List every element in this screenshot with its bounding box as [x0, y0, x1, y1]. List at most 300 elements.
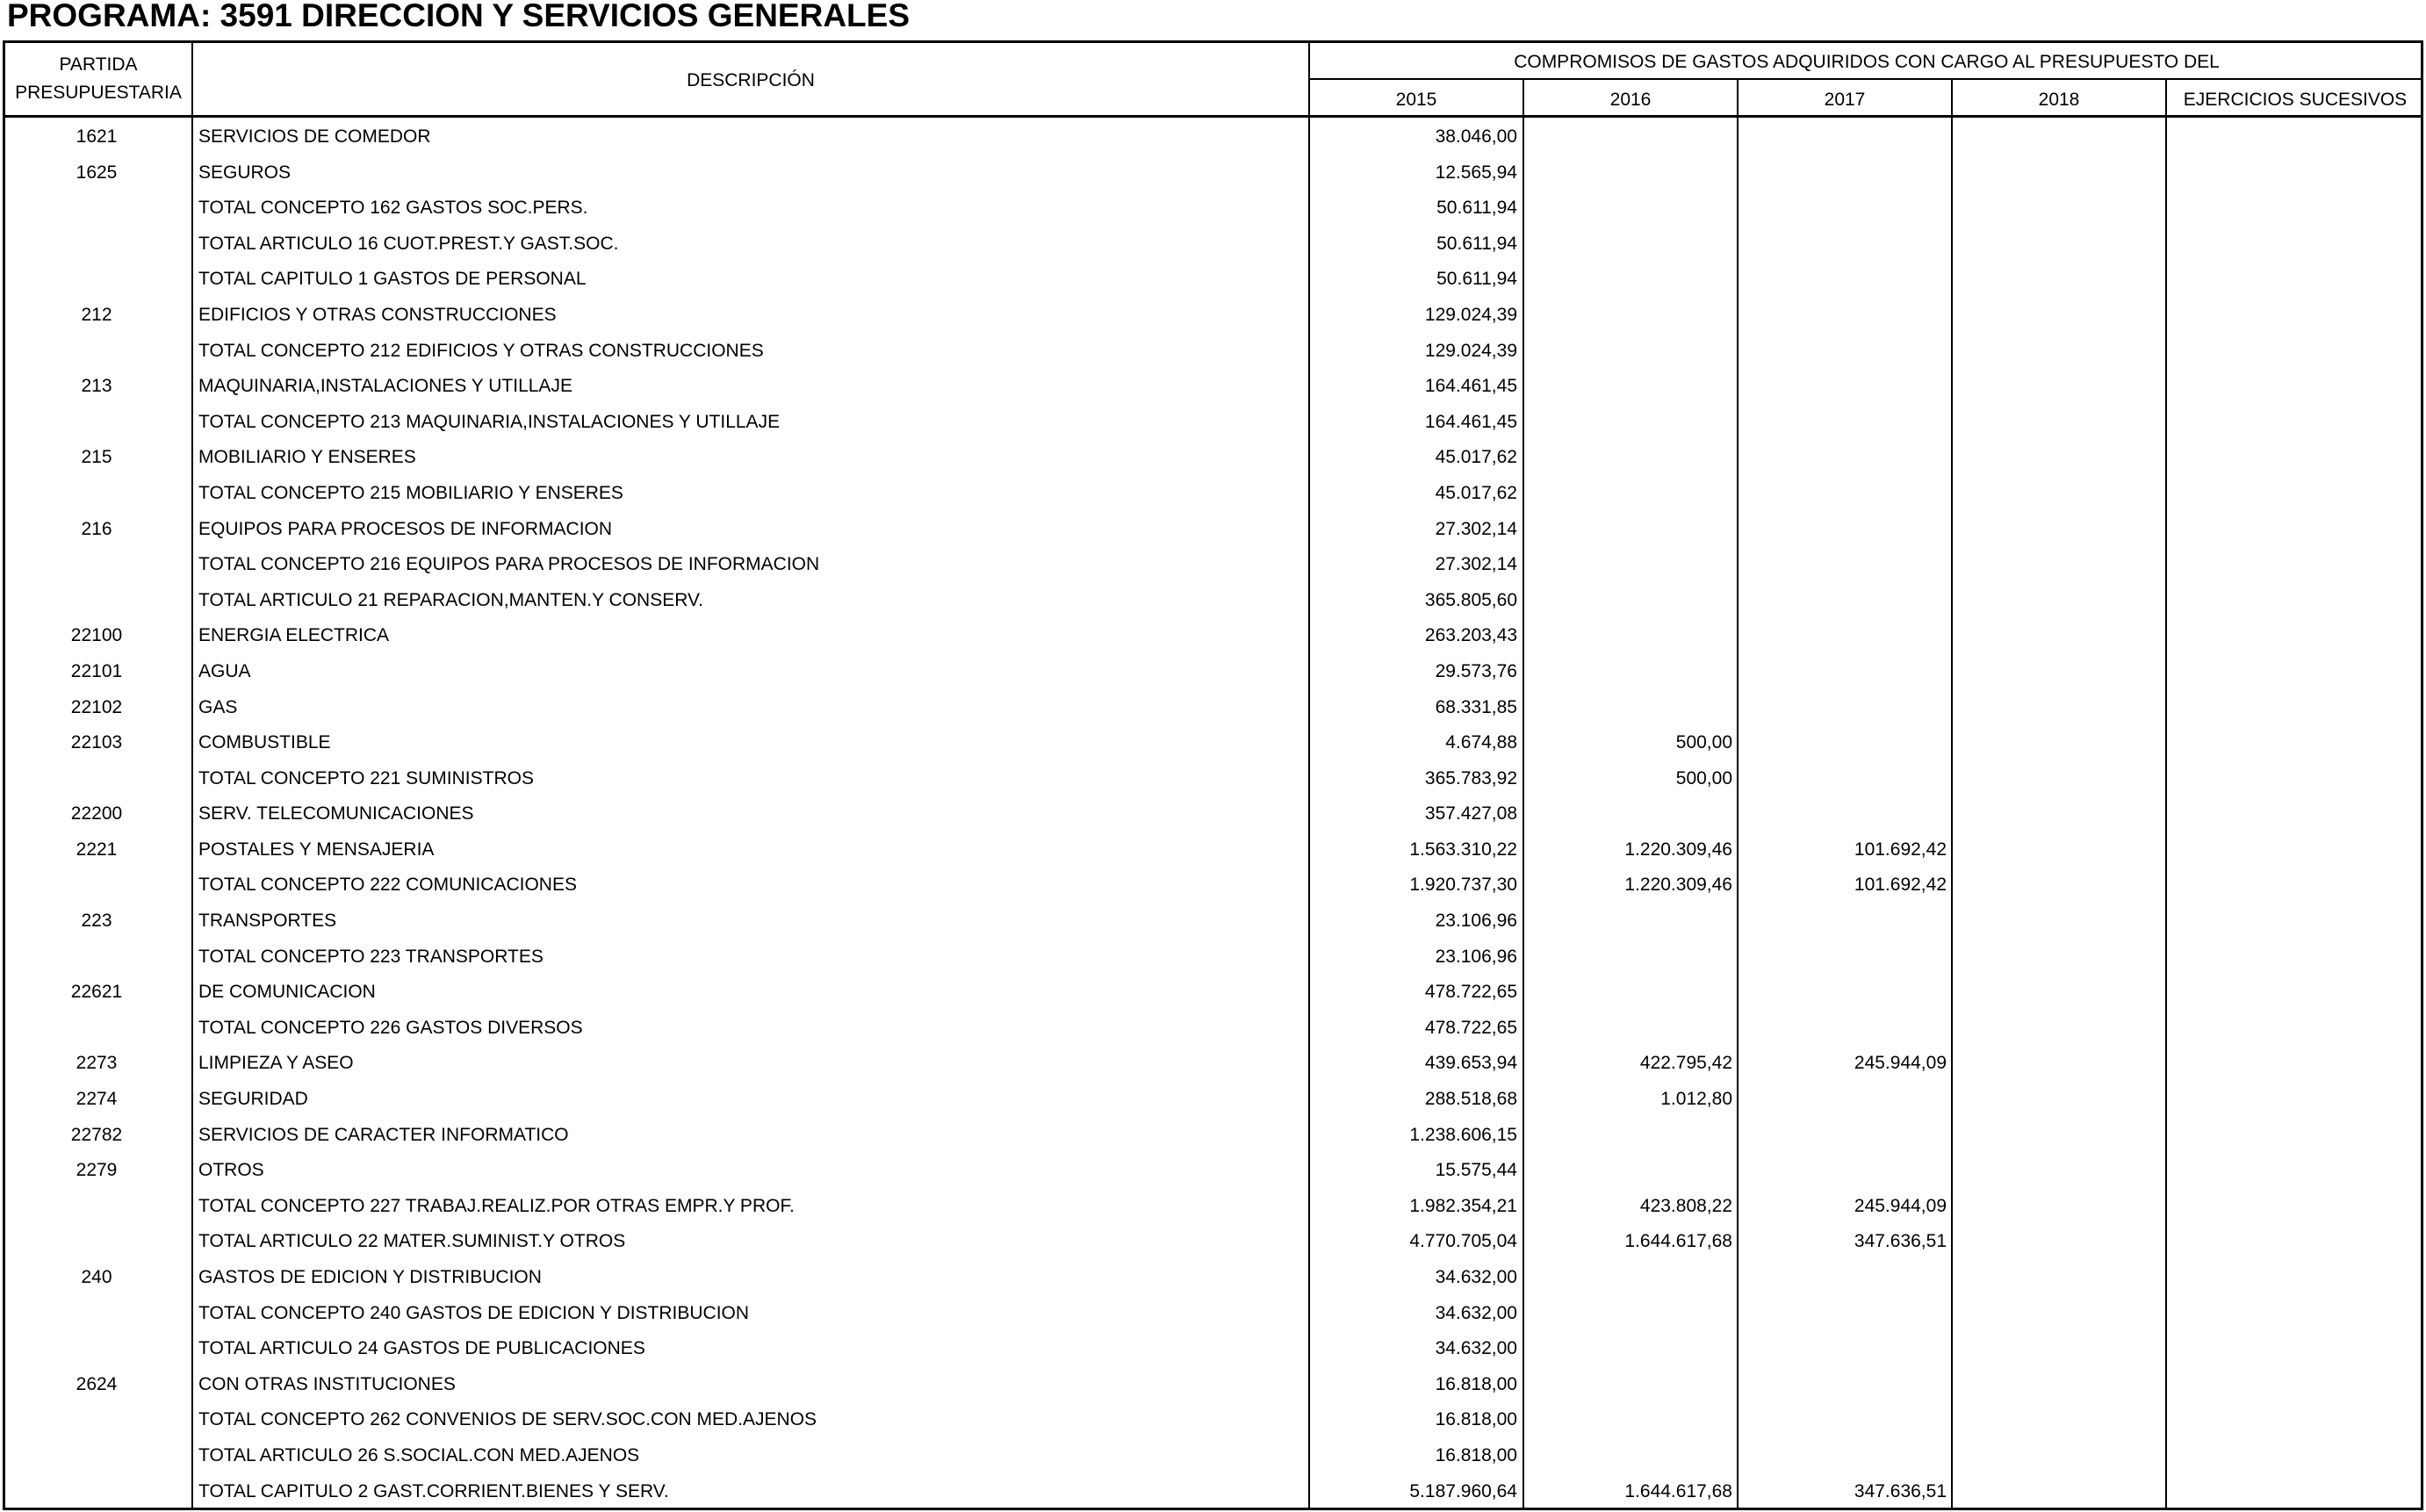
amount-2016 [1528, 1367, 1732, 1403]
table-row [0, 796, 2426, 832]
amount-2016 [1528, 547, 1732, 583]
table-row [0, 1296, 2426, 1332]
amount-2017 [1742, 761, 1947, 797]
amount-sucesivos [2170, 868, 2416, 904]
amount-2015: 1.920.737,30 [1409, 875, 1517, 896]
amount-2016 [1528, 618, 1732, 654]
partida-code: 22101 [70, 660, 123, 681]
amount-2016 [1528, 940, 1732, 976]
table-row [0, 725, 2426, 761]
table-row [0, 868, 2426, 904]
amount-2015: 23.106,96 [1435, 911, 1517, 932]
table-row [0, 334, 2426, 370]
partida-code [5, 1474, 188, 1510]
amount-2017 [1742, 796, 1947, 832]
amount-2017: 347.636,51 [1854, 1480, 1947, 1501]
description: TOTAL ARTICULO 22 MATER.SUMINIST.Y OTROS [198, 1231, 626, 1252]
amount-2018 [1956, 1118, 2161, 1154]
amount-2015: 357.427,08 [1424, 803, 1517, 824]
partida-code: 22103 [70, 732, 123, 753]
amount-2016 [1528, 119, 1732, 155]
description: TOTAL CONCEPTO 213 MAQUINARIA,INSTALACIONES Y UTILLAJE [198, 411, 781, 432]
amount-2018 [1956, 547, 2161, 583]
amount-2015: 4.674,88 [1445, 732, 1517, 753]
amount-2018 [1956, 904, 2161, 940]
amount-2017 [1742, 654, 1947, 690]
amount-sucesivos [2170, 547, 2416, 583]
amount-2017 [1742, 583, 1947, 619]
amount-2017 [1742, 262, 1947, 298]
amount-2018 [1956, 1331, 2161, 1367]
amount-2018 [1956, 761, 2161, 797]
table-row [0, 1189, 2426, 1225]
partida-code: 2279 [76, 1160, 118, 1181]
table-row [0, 618, 2426, 654]
table-row [0, 298, 2426, 334]
amount-2017 [1742, 334, 1947, 370]
partida-code [5, 1438, 188, 1474]
amount-2017: 101.692,42 [1854, 839, 1947, 860]
amount-2015: 12.565,94 [1435, 162, 1517, 183]
amount-2016 [1528, 690, 1732, 726]
amount-2016 [1528, 1011, 1732, 1047]
description: TOTAL CONCEPTO 223 TRANSPORTES [198, 946, 544, 967]
description: TOTAL CONCEPTO 222 COMUNICACIONES [198, 875, 577, 896]
table-row [0, 975, 2426, 1011]
amount-2017 [1742, 1367, 1947, 1403]
amount-2018 [1956, 868, 2161, 904]
amount-2018 [1956, 1474, 2161, 1510]
partida-code: 1621 [76, 126, 118, 147]
partida-code [5, 405, 188, 441]
amount-2016 [1528, 583, 1732, 619]
amount-2017 [1742, 512, 1947, 548]
table-row [0, 227, 2426, 263]
amount-2016 [1528, 1296, 1732, 1332]
amount-2018 [1956, 1046, 2161, 1082]
amount-sucesivos [2170, 725, 2416, 761]
amount-2016 [1528, 298, 1732, 334]
amount-2015: 27.302,14 [1435, 554, 1517, 575]
description: POSTALES Y MENSAJERIA [198, 839, 435, 860]
table-row [0, 1153, 2426, 1189]
amount-sucesivos [2170, 975, 2416, 1011]
description: SERV. TELECOMUNICACIONES [198, 803, 474, 824]
amount-sucesivos [2170, 1438, 2416, 1474]
amount-sucesivos [2170, 1224, 2416, 1260]
partida-code [5, 761, 188, 797]
description: EQUIPOS PARA PROCESOS DE INFORMACION [198, 518, 613, 539]
table-row [0, 1474, 2426, 1510]
amount-2017 [1742, 547, 1947, 583]
amount-sucesivos [2170, 904, 2416, 940]
partida-code: 22200 [70, 803, 123, 824]
amount-2015: 16.818,00 [1435, 1444, 1517, 1465]
amount-sucesivos [2170, 369, 2416, 405]
amount-sucesivos [2170, 1367, 2416, 1403]
table-row [0, 155, 2426, 191]
amount-2015: 15.575,44 [1435, 1160, 1517, 1181]
description: ENERGIA ELECTRICA [198, 625, 390, 646]
table-row [0, 119, 2426, 155]
description: SERVICIOS DE CARACTER INFORMATICO [198, 1124, 569, 1145]
amount-2018 [1956, 1082, 2161, 1118]
amount-2016 [1528, 334, 1732, 370]
amount-sucesivos [2170, 796, 2416, 832]
amount-2016: 500,00 [1675, 732, 1732, 753]
header-year-2015: 2015 [1395, 90, 1437, 110]
amount-2016 [1528, 796, 1732, 832]
amount-2016 [1528, 1118, 1732, 1154]
amount-2017 [1742, 1082, 1947, 1118]
amount-2017 [1742, 1011, 1947, 1047]
page-title: PROGRAMA: 3591 DIRECCION Y SERVICIOS GENERALES [7, 0, 911, 33]
description: TOTAL CONCEPTO 226 GASTOS DIVERSOS [198, 1017, 583, 1038]
partida-code [5, 868, 188, 904]
amount-2016: 500,00 [1675, 767, 1732, 788]
description: TOTAL CONCEPTO 216 EQUIPOS PARA PROCESOS DE INFORMACION [198, 554, 820, 575]
amount-2017 [1742, 476, 1947, 512]
amount-2015: 29.573,76 [1435, 660, 1517, 681]
header-year-2018: 2018 [2038, 90, 2080, 110]
description: TOTAL CONCEPTO 240 GASTOS DE EDICION Y DISTRIBUCION [198, 1302, 750, 1323]
amount-sucesivos [2170, 334, 2416, 370]
amount-2016: 1.012,80 [1660, 1089, 1732, 1110]
amount-2015: 1.238.606,15 [1409, 1124, 1517, 1145]
amount-sucesivos [2170, 476, 2416, 512]
amount-2016 [1528, 191, 1732, 227]
partida-code [5, 227, 188, 263]
amount-2016 [1528, 440, 1732, 476]
partida-code [5, 476, 188, 512]
table-row [0, 476, 2426, 512]
amount-2015: 45.017,62 [1435, 482, 1517, 503]
amount-2017 [1742, 119, 1947, 155]
amount-sucesivos [2170, 1331, 2416, 1367]
amount-2018 [1956, 725, 2161, 761]
partida-code [5, 1011, 188, 1047]
amount-2015: 34.632,00 [1435, 1302, 1517, 1323]
amount-2015: 27.302,14 [1435, 518, 1517, 539]
amount-2018 [1956, 1367, 2161, 1403]
description: TOTAL CONCEPTO 221 SUMINISTROS [198, 767, 534, 788]
amount-sucesivos [2170, 1474, 2416, 1510]
table-row [0, 440, 2426, 476]
partida-code: 22621 [70, 982, 123, 1003]
amount-sucesivos [2170, 298, 2416, 334]
amount-sucesivos [2170, 1296, 2416, 1332]
description: GAS [198, 696, 238, 717]
amount-2017 [1742, 940, 1947, 976]
partida-code: 22782 [70, 1124, 123, 1145]
header-divider [3, 115, 2423, 118]
amount-2015: 1.563.310,22 [1409, 839, 1517, 860]
description: TOTAL CONCEPTO 162 GASTOS SOC.PERS. [198, 198, 588, 219]
table-row [0, 654, 2426, 690]
amount-sucesivos [2170, 654, 2416, 690]
partida-code: 240 [81, 1267, 112, 1287]
partida-code: 2274 [76, 1089, 118, 1110]
partida-code [5, 1189, 188, 1225]
amount-sucesivos [2170, 761, 2416, 797]
description: MOBILIARIO Y ENSERES [198, 447, 416, 468]
amount-2018 [1956, 155, 2161, 191]
amount-2018 [1956, 1153, 2161, 1189]
amount-2018 [1956, 796, 2161, 832]
amount-2016 [1528, 155, 1732, 191]
description: TOTAL ARTICULO 24 GASTOS DE PUBLICACIONES [198, 1338, 645, 1359]
amount-sucesivos [2170, 512, 2416, 548]
partida-code: 22100 [70, 625, 123, 646]
partida-code [5, 262, 188, 298]
partida-code [5, 1296, 188, 1332]
table-row [0, 1438, 2426, 1474]
amount-2016: 1.644.617,68 [1624, 1480, 1732, 1501]
description: TOTAL ARTICULO 26 S.SOCIAL.CON MED.AJENOS [198, 1444, 640, 1465]
amount-2018 [1956, 298, 2161, 334]
amount-sucesivos [2170, 1402, 2416, 1438]
amount-sucesivos [2170, 1046, 2416, 1082]
amount-2016 [1528, 262, 1732, 298]
amount-2015: 129.024,39 [1424, 340, 1517, 361]
amount-2015: 439.653,94 [1424, 1053, 1517, 1074]
partida-code: 223 [81, 911, 112, 932]
partida-code [5, 583, 188, 619]
partida-code [5, 191, 188, 227]
partida-code [5, 1402, 188, 1438]
amount-sucesivos [2170, 1118, 2416, 1154]
description: OTROS [198, 1160, 264, 1181]
amount-sucesivos [2170, 1189, 2416, 1225]
table-row [0, 904, 2426, 940]
amount-2016 [1528, 369, 1732, 405]
description: CON OTRAS INSTITUCIONES [198, 1373, 456, 1394]
amount-2015: 365.783,92 [1424, 767, 1517, 788]
amount-2017 [1742, 904, 1947, 940]
amount-sucesivos [2170, 440, 2416, 476]
table-row [0, 262, 2426, 298]
description: TOTAL CONCEPTO 212 EDIFICIOS Y OTRAS CONSTRUCCIONES [198, 340, 764, 361]
partida-code: 216 [81, 518, 112, 539]
table-row [0, 1260, 2426, 1296]
amount-2016 [1528, 904, 1732, 940]
amount-2017 [1742, 227, 1947, 263]
amount-2017 [1742, 298, 1947, 334]
amount-2018 [1956, 1011, 2161, 1047]
amount-2017: 347.636,51 [1854, 1231, 1947, 1252]
partida-code: 215 [81, 447, 112, 468]
amount-2015: 478.722,65 [1424, 982, 1517, 1003]
amount-2016: 422.795,42 [1639, 1053, 1732, 1074]
description: COMBUSTIBLE [198, 732, 331, 753]
amount-2016 [1528, 512, 1732, 548]
amount-2017 [1742, 369, 1947, 405]
amount-2017 [1742, 155, 1947, 191]
amount-2016 [1528, 1331, 1732, 1367]
header-ejercicios-sucesivos: EJERCICIOS SUCESIVOS [2183, 90, 2408, 110]
amount-2015: 365.805,60 [1424, 589, 1517, 610]
amount-2018 [1956, 476, 2161, 512]
amount-2017 [1742, 1153, 1947, 1189]
amount-2016 [1528, 975, 1732, 1011]
amount-2015: 16.818,00 [1435, 1373, 1517, 1394]
description: SEGUROS [198, 162, 292, 183]
amount-2018 [1956, 334, 2161, 370]
amount-2018 [1956, 512, 2161, 548]
amount-2015: 50.611,94 [1436, 198, 1517, 219]
amount-2018 [1956, 262, 2161, 298]
description: TOTAL ARTICULO 16 CUOT.PREST.Y GAST.SOC. [198, 233, 619, 254]
amount-2016 [1528, 1438, 1732, 1474]
amount-2017 [1742, 975, 1947, 1011]
amount-2017 [1742, 191, 1947, 227]
amount-sucesivos [2170, 1153, 2416, 1189]
amount-sucesivos [2170, 1082, 2416, 1118]
amount-2017 [1742, 405, 1947, 441]
table-row [0, 1046, 2426, 1082]
amount-2016: 423.808,22 [1639, 1195, 1732, 1216]
partida-code [5, 334, 188, 370]
partida-code: 213 [81, 376, 112, 397]
table-row [0, 405, 2426, 441]
header-divider [1308, 78, 2423, 80]
amount-2015: 1.982.354,21 [1409, 1195, 1517, 1216]
amount-sucesivos [2170, 1260, 2416, 1296]
header-compromisos: COMPROMISOS DE GASTOS ADQUIRIDOS CON CARGO AL PRESUPUESTO DEL [1514, 52, 2220, 72]
description: AGUA [198, 660, 251, 681]
amount-2015: 16.818,00 [1435, 1409, 1517, 1430]
amount-2018 [1956, 975, 2161, 1011]
amount-2018 [1956, 440, 2161, 476]
amount-2016 [1528, 1153, 1732, 1189]
table-row [0, 1367, 2426, 1403]
table-row [0, 1402, 2426, 1438]
amount-2017 [1742, 1296, 1947, 1332]
description: LIMPIEZA Y ASEO [198, 1053, 354, 1074]
table-row [0, 512, 2426, 548]
amount-2016 [1528, 654, 1732, 690]
amount-sucesivos [2170, 405, 2416, 441]
amount-2018 [1956, 940, 2161, 976]
table-row [0, 1118, 2426, 1154]
table-row [0, 1011, 2426, 1047]
description: TOTAL CONCEPTO 227 TRABAJ.REALIZ.POR OTRAS EMPR.Y PROF. [198, 1195, 795, 1216]
amount-2018 [1956, 369, 2161, 405]
amount-2015: 45.017,62 [1435, 447, 1517, 468]
table-row [0, 1331, 2426, 1367]
amount-2015: 263.203,43 [1424, 625, 1517, 646]
table-row [0, 832, 2426, 868]
partida-code [5, 940, 188, 976]
amount-2018 [1956, 654, 2161, 690]
partida-code: 22102 [70, 696, 123, 717]
amount-sucesivos [2170, 191, 2416, 227]
amount-2015: 50.611,94 [1436, 233, 1517, 254]
description: TOTAL CAPITULO 1 GASTOS DE PERSONAL [198, 269, 587, 290]
amount-2015: 129.024,39 [1424, 304, 1517, 325]
amount-sucesivos [2170, 1011, 2416, 1047]
description: TOTAL CAPITULO 2 GAST.CORRIENT.BIENES Y SERV. [198, 1480, 669, 1501]
amount-sucesivos [2170, 155, 2416, 191]
amount-sucesivos [2170, 262, 2416, 298]
header-partida [5, 51, 191, 107]
table-row [0, 547, 2426, 583]
partida-code: 212 [81, 304, 112, 325]
amount-2017 [1742, 1402, 1947, 1438]
amount-2018 [1956, 227, 2161, 263]
header-descripcion: DESCRIPCIÓN [687, 70, 815, 90]
amount-2018 [1956, 690, 2161, 726]
amount-2018 [1956, 405, 2161, 441]
amount-2015: 50.611,94 [1436, 269, 1517, 290]
description: MAQUINARIA,INSTALACIONES Y UTILLAJE [198, 376, 572, 397]
amount-2015: 68.331,85 [1435, 696, 1517, 717]
amount-2015: 4.770.705,04 [1409, 1231, 1517, 1252]
partida-code: 2273 [76, 1053, 118, 1074]
amount-2015: 164.461,45 [1424, 411, 1517, 432]
table-body [0, 119, 2426, 1509]
table-row [0, 1082, 2426, 1118]
amount-2016: 1.220.309,46 [1624, 839, 1732, 860]
amount-2015: 23.106,96 [1435, 946, 1517, 967]
partida-code: 2624 [76, 1373, 118, 1394]
amount-2016 [1528, 227, 1732, 263]
amount-2018 [1956, 1189, 2161, 1225]
amount-2015: 288.518,68 [1424, 1089, 1517, 1110]
table-row [0, 369, 2426, 405]
amount-sucesivos [2170, 583, 2416, 619]
amount-2017 [1742, 1118, 1947, 1154]
amount-2016 [1528, 476, 1732, 512]
table-row [0, 761, 2426, 797]
amount-2015: 34.632,00 [1435, 1338, 1517, 1359]
partida-code: 1625 [76, 162, 118, 183]
amount-2018 [1956, 583, 2161, 619]
partida-code: 2221 [76, 839, 118, 860]
amount-sucesivos [2170, 618, 2416, 654]
table-row [0, 1224, 2426, 1260]
amount-2017 [1742, 690, 1947, 726]
description: EDIFICIOS Y OTRAS CONSTRUCCIONES [198, 304, 557, 325]
amount-2016: 1.220.309,46 [1624, 875, 1732, 896]
header-year-2016: 2016 [1609, 90, 1652, 110]
amount-2018 [1956, 1402, 2161, 1438]
description: TOTAL CONCEPTO 262 CONVENIOS DE SERV.SOC.CON MED.AJENOS [198, 1409, 817, 1430]
amount-2017: 245.944,09 [1854, 1053, 1947, 1074]
description: SEGURIDAD [198, 1089, 308, 1110]
amount-2018 [1956, 1438, 2161, 1474]
amount-2017: 101.692,42 [1854, 875, 1947, 896]
description: TRANSPORTES [198, 911, 337, 932]
description: TOTAL CONCEPTO 215 MOBILIARIO Y ENSERES [198, 482, 623, 503]
amount-2018 [1956, 618, 2161, 654]
amount-2017 [1742, 1438, 1947, 1474]
amount-2018 [1956, 119, 2161, 155]
description: DE COMUNICACION [198, 982, 376, 1003]
amount-2015: 5.187.960,64 [1409, 1480, 1517, 1501]
amount-2017: 245.944,09 [1854, 1195, 1947, 1216]
amount-sucesivos [2170, 119, 2416, 155]
partida-code [5, 1331, 188, 1367]
amount-2016 [1528, 1402, 1732, 1438]
description: SERVICIOS DE COMEDOR [198, 126, 431, 147]
amount-2017 [1742, 1331, 1947, 1367]
amount-2018 [1956, 1296, 2161, 1332]
table-row [0, 191, 2426, 227]
amount-2016: 1.644.617,68 [1624, 1231, 1732, 1252]
amount-2018 [1956, 832, 2161, 868]
table-row [0, 583, 2426, 619]
